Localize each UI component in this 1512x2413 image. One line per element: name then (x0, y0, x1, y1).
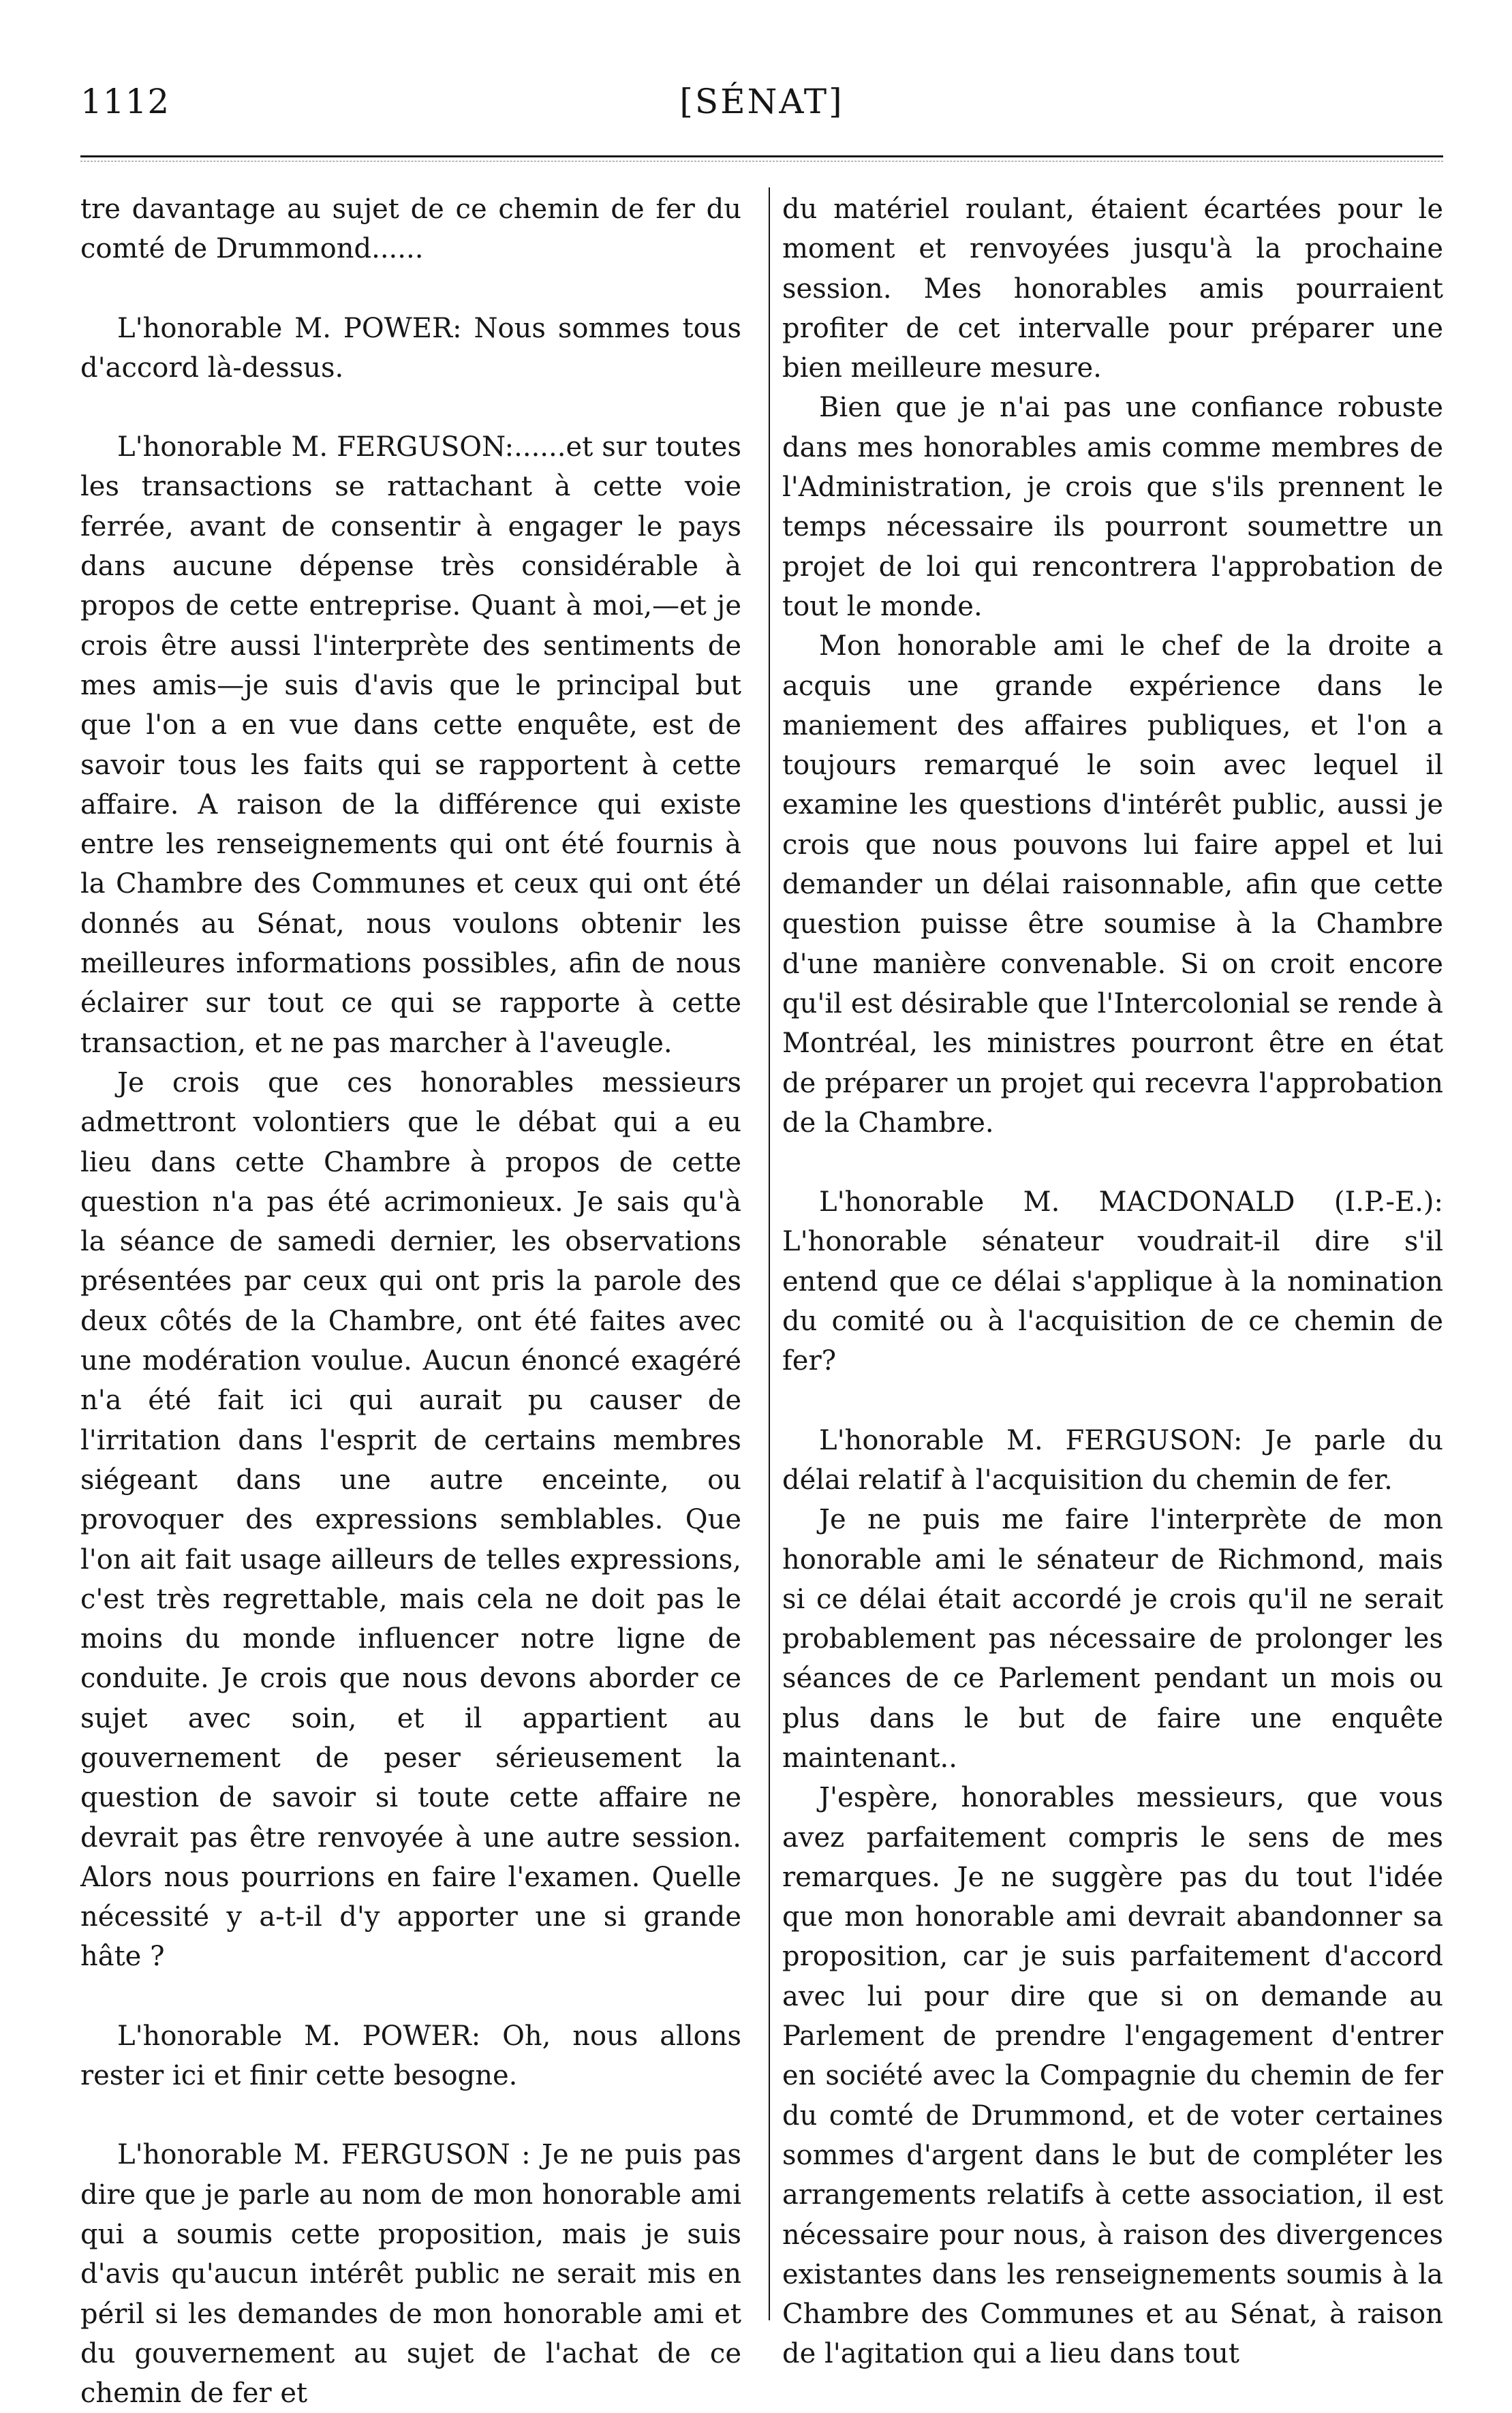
page-header (80, 82, 1443, 136)
paragraph: Je ne puis me faire l'interprète de mon honorable ami le sénateur de Richmond, mais si ce délai était accordé je crois qu'il ne serait probablement pas nécessaire de prolonger les séances de ce Parlement pendant un mois ou plus dans le but de faire une enquête maintenant.. (782, 1504, 1443, 1774)
header-rule (80, 155, 1443, 157)
running-head: [SÉNAT] (679, 82, 844, 121)
paragraph: Bien que je n'ai pas une confiance robuste dans mes honorables amis comme membres de l'Administration, je crois que s'ils prennent le temps nécessaire ils pourront soumettre un projet de loi qui rencontrera l'approbation de tout le monde. (782, 392, 1443, 622)
speaker-paragraph: L'honorable M. FERGUSON:......et sur toutes les transactions se rattachant à cette voie ferrée, avant de consentir à engager le pays dans aucune dépense très considérable à propos de cette entreprise. Quant à moi,—et je crois être aussi l'interprète des sentiments de mes amis—je suis d'avis que le principal but que l'on a en vue dans cette enquête, est de savoir tous les faits qui se rapportent à cette affaire. A raison de la différence qui existe entre les renseignements qui ont été fournis à la Chambre des Communes et ceux qui ont été donnés au Sénat, nous voulons obtenir les meilleures informations possibles, afin de nous éclairer sur tout ce qui se rapporte à cette transaction, et ne pas marcher à l'aveugle. (80, 431, 741, 1059)
paragraph: du matériel roulant, étaient écartées pour le moment et renvoyées jusqu'à la prochaine session. Mes honorables amis pourraient profiter de cet intervalle pour préparer une bien meilleure mesure. (782, 194, 1443, 384)
left-column (80, 189, 741, 2413)
right-column (782, 189, 1443, 2374)
speaker-paragraph: L'honorable M. POWER: Nous sommes tous d'accord là-dessus. (80, 312, 741, 384)
speaker-paragraph: L'honorable M. POWER: Oh, nous allons rester ici et finir cette besogne. (80, 2020, 741, 2092)
speaker-paragraph: L'honorable M. FERGUSON : Je ne puis pas dire que je parle au nom de mon honorable ami qui a soumis cette proposition, mais je suis d'avis qu'aucun intérêt public ne serait mis en péril si les demandes de mon honorable ami et du gouvernement au sujet de l'achat de ce chemin de fer et (80, 2139, 741, 2410)
paragraph: Je crois que ces honorables messieurs admettront volontiers que le débat qui a eu lieu dans cette Chambre à propos de cette question n'a pas été acrimonieux. Je sais qu'à la séance de samedi dernier, les observations présentées par ceux qui ont pris la parole des deux côtés de la Chambre, ont été faites avec une modération voulue. Aucun énoncé exagéré n'a été fait ici qui aurait pu causer de l'irritation dans l'esprit de certains membres siégeant dans une autre enceinte, ou provoquer des expressions semblables. Que l'on ait fait usage ailleurs de telles expressions, c'est très regrettable, mais cela ne doit pas le moins du monde influencer notre ligne de conduite. Je crois que nous devons aborder ce sujet avec soin, et il appartient au gouvernement de peser sérieusement la question de savoir si toute cette affaire ne devrait pas être renvoyée à une autre session. Alors nous pourrions en faire l'examen. Quelle nécessité y a-t-il d'y apporter une si grande hâte ? (80, 1066, 741, 1973)
page-number: 1112 (80, 82, 170, 121)
header-rule-dashed (80, 161, 1443, 162)
paragraph: tre davantage au sujet de ce chemin de fer du comté de Drummond...... (80, 194, 741, 265)
column-divider (769, 187, 770, 2320)
paragraph: J'espère, honorables messieurs, que vous avez parfaitement compris le sens de mes remarques. Je ne suggère pas du tout l'idée que mon honorable ami devrait abandonner sa proposition, car je suis parfaitement d'accord avec lui pour dire que si on demande au Parlement de prendre l'engagement d'entrer en société avec la Compagnie du chemin de fer du comté de Drummond, et de voter certaines sommes d'argent dans le but de compléter les arrangements relatifs à cette association, il est nécessaire pour nous, à raison des divergences existantes dans les renseignements soumis à la Chambre des Communes et au Sénat, à raison de l'agitation qui a lieu dans tout (782, 1782, 1443, 2370)
paragraph: Mon honorable ami le chef de la droite a acquis une grande expérience dans le maniement des affaires publiques, et l'on a toujours remarqué le soin avec lequel il examine les questions d'intérêt public, aussi je crois que nous pouvons lui faire appel et lui demander un délai raisonnable, afin que cette question puisse être soumise à la Chambre d'une manière convenable. Si on croit encore qu'il est désirable que l'Intercolonial se rende à Montréal, les ministres pourront être en état de préparer un projet qui recevra l'approbation de la Chambre. (782, 630, 1443, 1139)
speaker-paragraph: L'honorable M. MACDONALD (I.P.-E.): L'honorable sénateur voudrait-il dire s'il entend que ce délai s'applique à la nomination du comité ou à l'acquisition de ce chemin de fer? (782, 1186, 1443, 1377)
speaker-paragraph: L'honorable M. FERGUSON: Je parle du délai relatif à l'acquisition du chemin de fer. (782, 1424, 1443, 1496)
